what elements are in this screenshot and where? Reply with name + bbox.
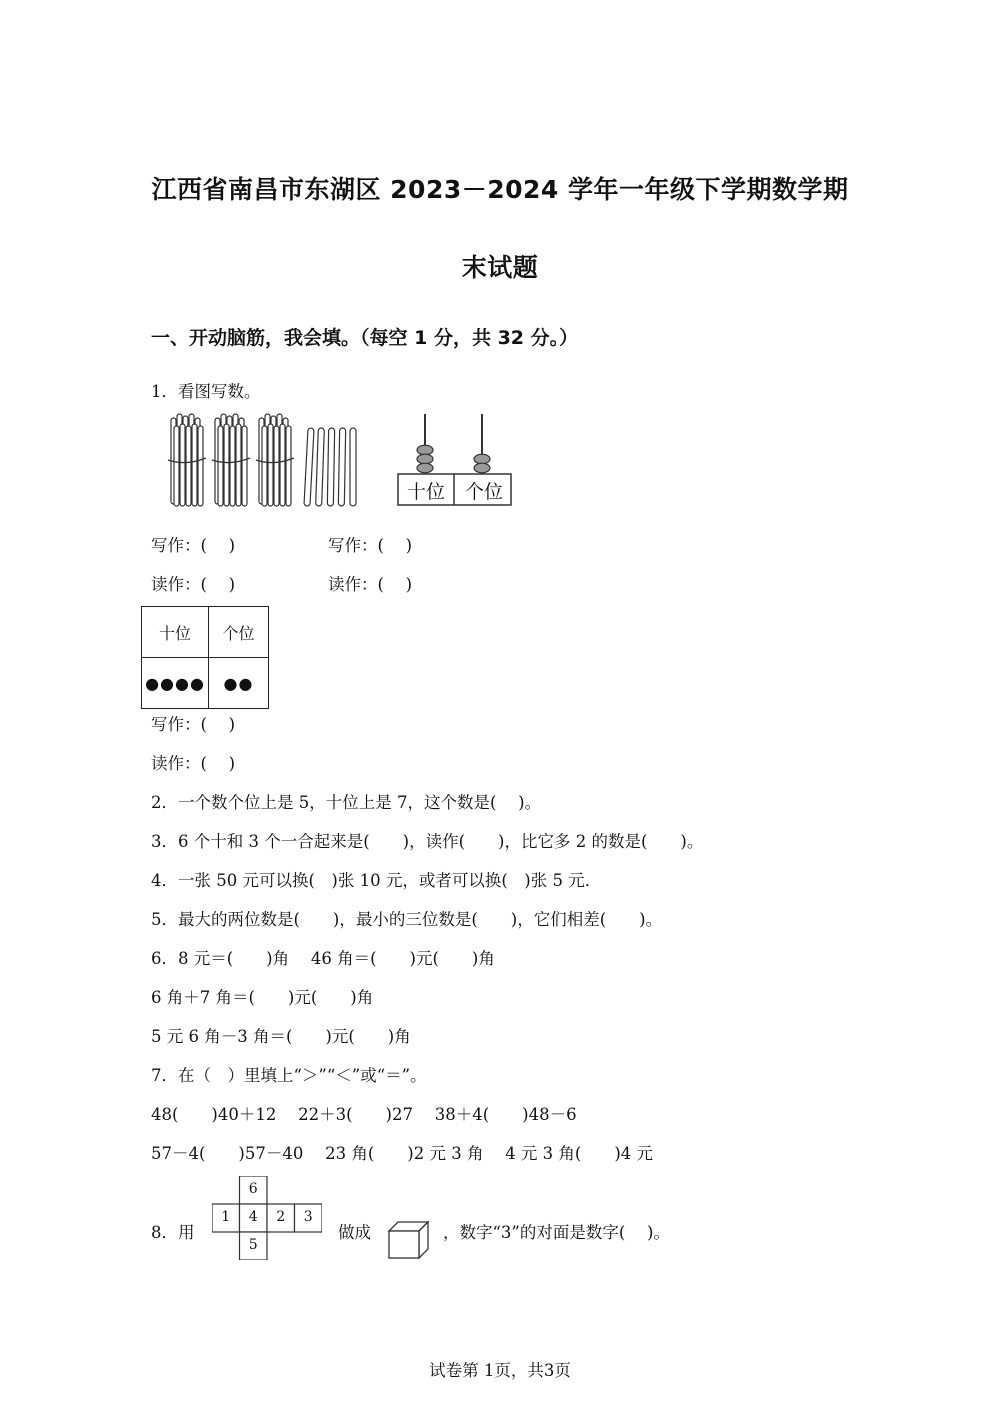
ones-dots: ●● bbox=[209, 658, 269, 709]
stick-bundle bbox=[212, 414, 250, 506]
cube-net bbox=[212, 1176, 322, 1260]
question-2: 2．一个数个位上是 5，十位上是 7，这个数是( )。 bbox=[151, 793, 542, 812]
net-face-left: 1 bbox=[221, 1209, 231, 1225]
question-6-line-3: 5 元 6 角－3 角＝( )元( )角 bbox=[151, 1027, 411, 1046]
bundled-sticks-figure bbox=[164, 412, 364, 508]
tens-header: 十位 bbox=[142, 607, 209, 658]
question-7-line-2: 57－4( )57－40 23 角( )2 元 3 角 4 元 3 角( )4 元 bbox=[151, 1144, 654, 1163]
page-footer: 试卷第 1页，共3页 bbox=[429, 1361, 571, 1380]
place-value-table bbox=[141, 606, 269, 709]
q1-write-b: 写作：( ) bbox=[328, 536, 413, 555]
q1-read-c: 读作：( ) bbox=[151, 754, 236, 773]
question-5: 5．最大的两位数是( )，最小的三位数是( )，它们相差( )。 bbox=[151, 910, 663, 929]
net-face-top: 6 bbox=[248, 1181, 258, 1197]
net-face-bottom: 5 bbox=[248, 1237, 258, 1253]
cube-icon bbox=[387, 1220, 431, 1260]
question-7-line-1: 48( )40＋12 22＋3( )27 38＋4( )48－6 bbox=[151, 1105, 577, 1124]
section-heading: 一、开动脑筋，我会填。（每空 1 分，共 32 分。） bbox=[151, 327, 579, 349]
question-6-line-2: 6 角＋7 角＝( )元( )角 bbox=[151, 988, 374, 1007]
abacus-ones-label: 个位 bbox=[464, 481, 503, 503]
net-face-right-2: 3 bbox=[303, 1209, 313, 1225]
q1-write-c: 写作：( ) bbox=[151, 715, 236, 734]
q1-write-a: 写作：( ) bbox=[151, 536, 236, 555]
ones-header: 个位 bbox=[209, 607, 269, 658]
question-7-prompt: 7．在（ ）里填上“＞”“＜”或“＝”。 bbox=[151, 1066, 427, 1085]
stick-bundle bbox=[256, 414, 294, 506]
title-line-2: 末试题 bbox=[461, 253, 539, 282]
net-face-right-1: 2 bbox=[276, 1209, 286, 1225]
question-6-line-1: 6．8 元＝( )角 46 角＝( )元( )角 bbox=[151, 949, 495, 968]
stick-bundle bbox=[168, 414, 206, 506]
tens-dots: ●●●● bbox=[142, 658, 209, 709]
loose-sticks bbox=[304, 428, 356, 506]
q8-middle: 做成 bbox=[338, 1223, 371, 1242]
net-face-center: 4 bbox=[248, 1209, 258, 1225]
abacus-tens-label: 十位 bbox=[406, 481, 445, 503]
q8-suffix: ，数字“3”的对面是数字( )。 bbox=[443, 1223, 670, 1242]
question-3: 3．6 个十和 3 个一合起来是( )，读作( )，比它多 2 的数是( )。 bbox=[151, 832, 704, 851]
question-4: 4．一张 50 元可以换( )张 10 元，或者可以换( )张 5 元． bbox=[151, 871, 602, 890]
title-line-1: 江西省南昌市东湖区 2023－2024 学年一年级下学期数学期 bbox=[151, 175, 849, 204]
q1-prompt: 1．看图写数。 bbox=[151, 382, 261, 401]
q1-read-a: 读作：( ) bbox=[151, 575, 236, 594]
q8-prefix: 8．用 bbox=[151, 1223, 195, 1242]
q1-read-b: 读作：( ) bbox=[328, 575, 413, 594]
